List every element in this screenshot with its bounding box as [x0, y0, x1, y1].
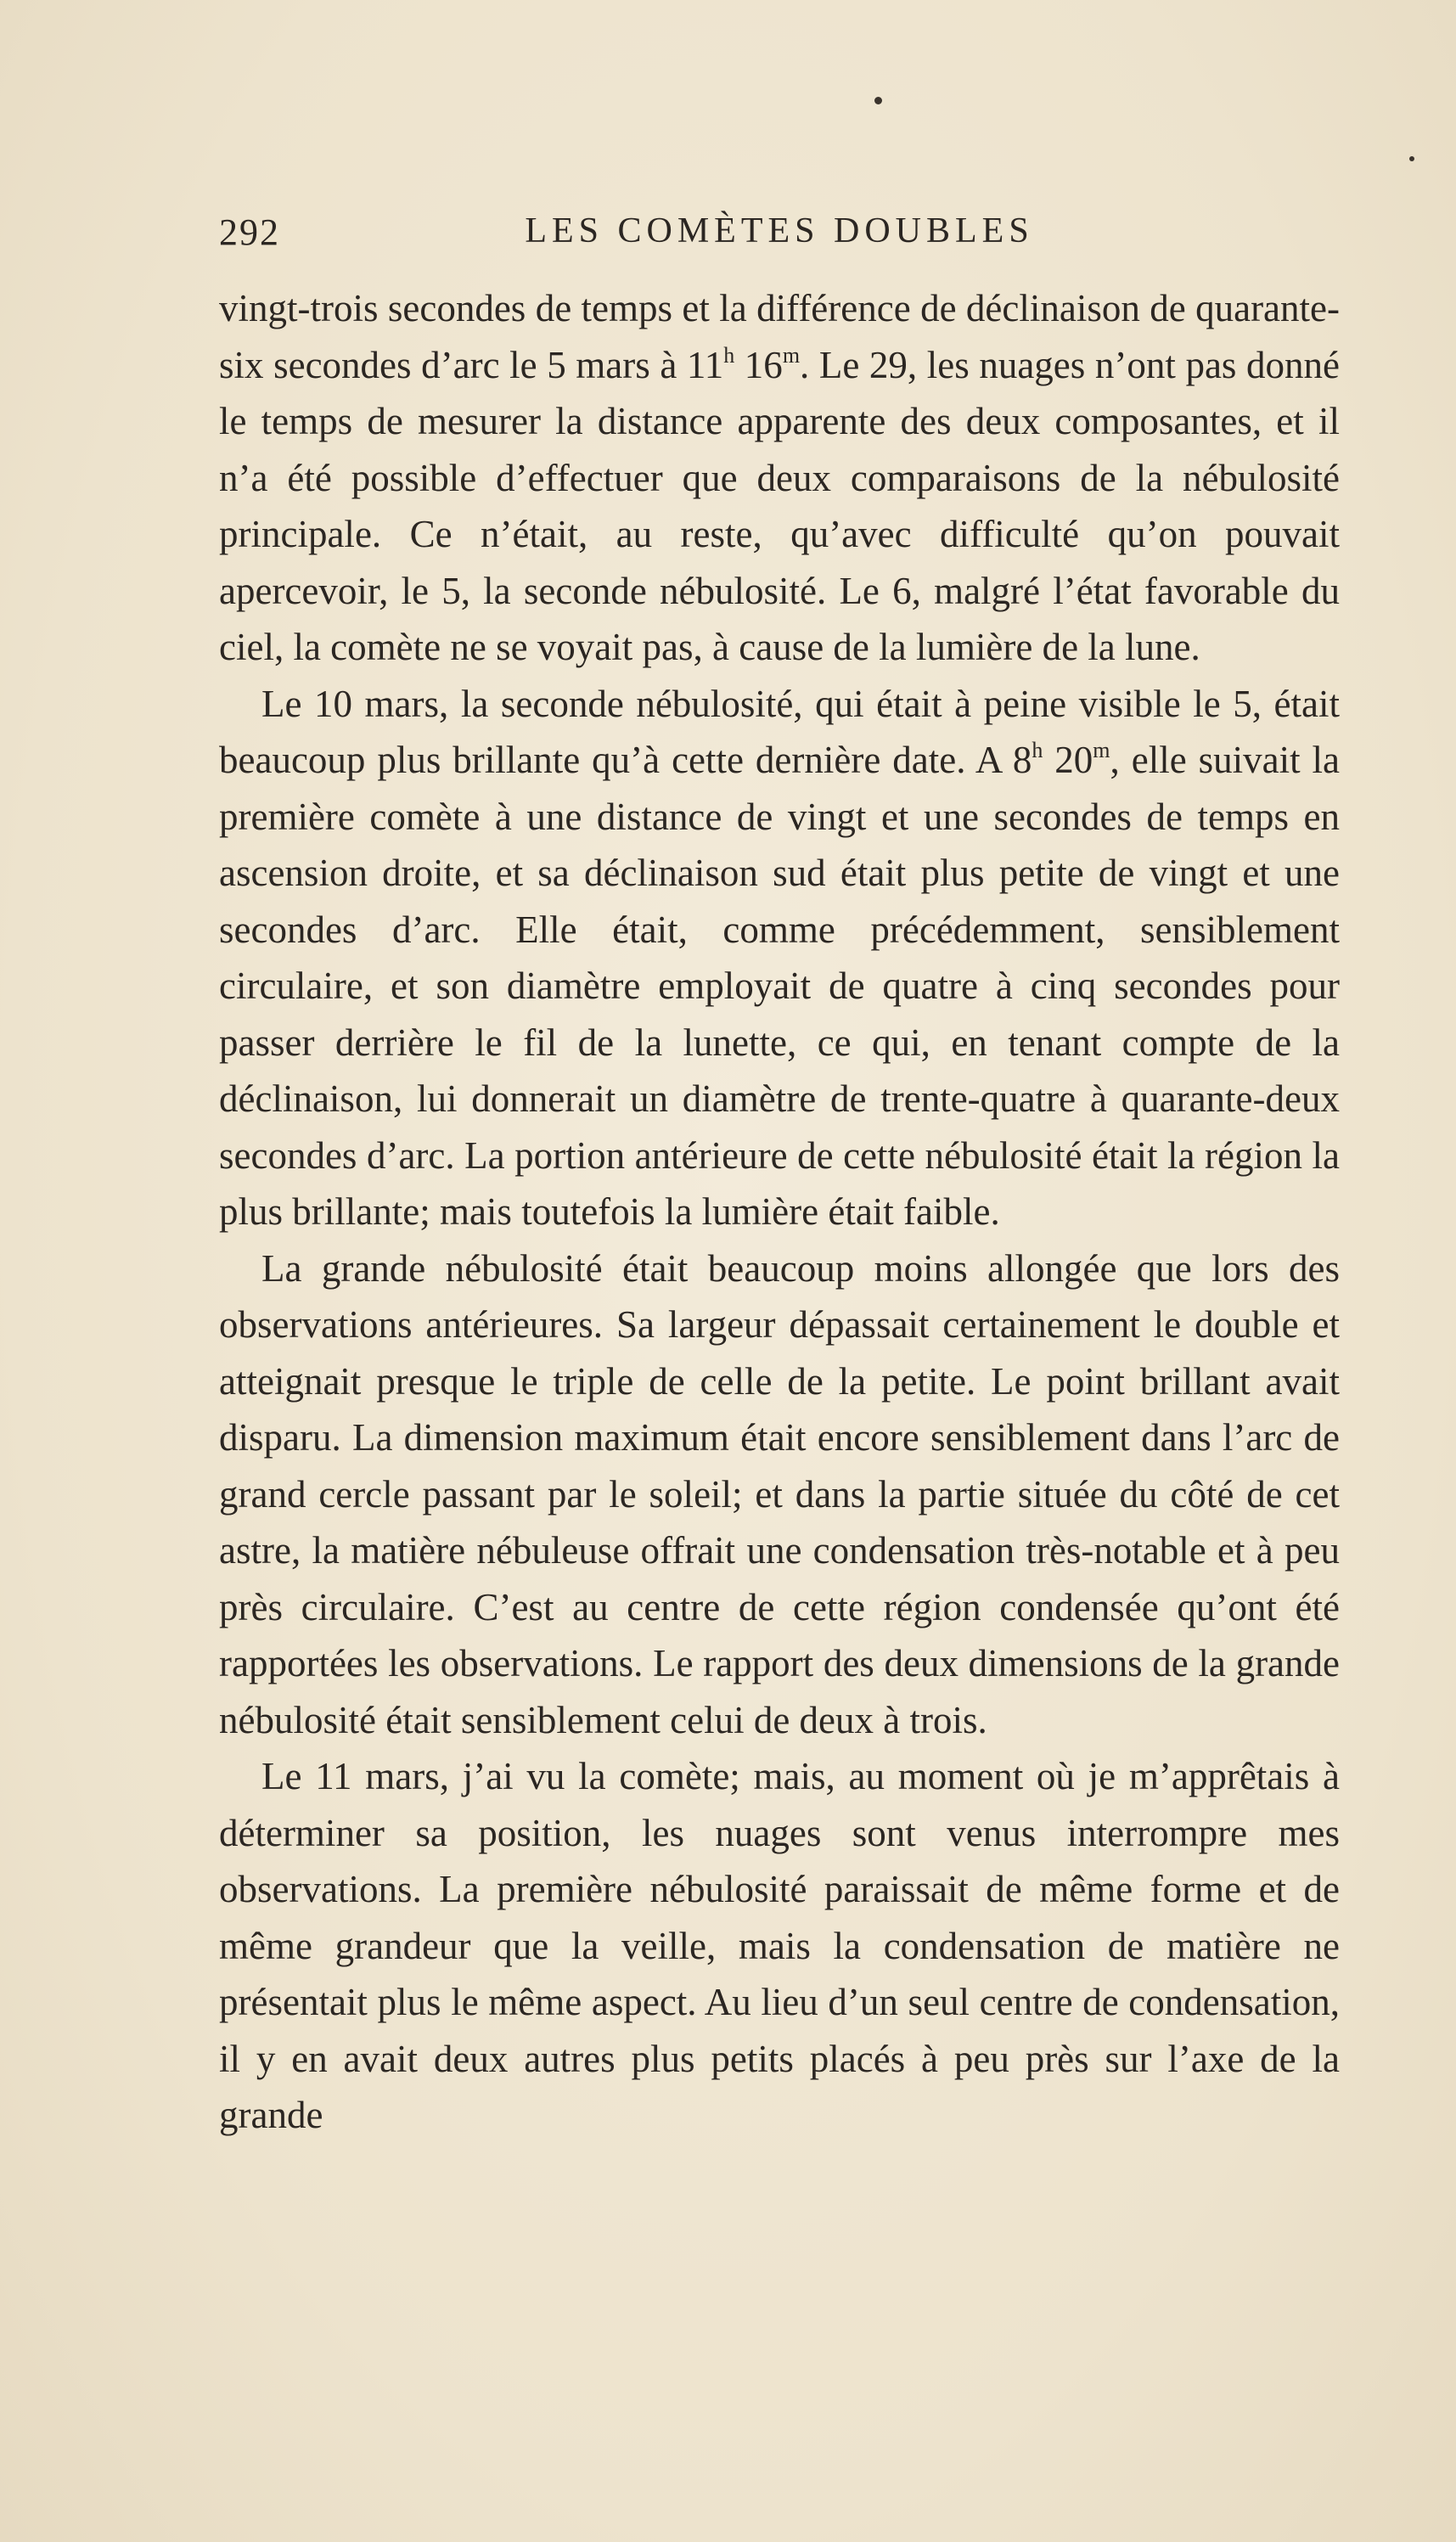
superscript-minute: m	[1093, 738, 1110, 762]
paragraph: Le 10 mars, la seconde nébulosité, qui était à peine visible le 5, était beaucoup plus brillante qu’à cette dernière date. A 8$^h$ 20$^m$, elle suivait la première comète à une distance de vingt et une secondes de temps en ascension droite, et sa déclinaison sud était plus petite de vingt et une secondes d’arc. Elle était, comme précédemment, sensiblement circulaire, et son diamètre employait de quatre à cinq secondes pour passer derrière le fil de la lunette, ce qui, en tenant compte de la déclinaison, lui donnerait un diamètre de trente-quatre à quarante-deux secondes d’arc. La portion antérieure de cette nébulosité était la région la plus brillante; mais toutefois la lumière était faible.	[219, 682, 1341, 1233]
paragraph: vingt-trois secondes de temps et la différence de déclinaison de quarante-six secondes d’arc le 5 mars à 11$^h$ 16$^m$. Le 29, les nuages n’ont pas donné le temps de mesurer la distance apparente des deux composantes, et il n’a été possible d’effectuer que deux comparaisons de la nébulosité principale. Ce n’était, au reste, qu’avec difficulté qu’on pouvait apercevoir, le 5, la seconde nébulosité. Le 6, malgré l’état favorable du ciel, la comète ne se voyait pas, à cause de la lumière de la lune.	[219, 287, 1340, 668]
superscript-minute: m	[782, 342, 801, 368]
paragraph: Le 11 mars, j’ai vu la comète; mais, au moment où je m’apprêtais à déterminer sa position, les nuages sont venus interrompre mes observations. La première nébulosité paraissait de même forme et de même grandeur que la veille, mais la condensation de matière ne présentait plus le même aspect. Au lieu d’un seul centre de condensation, il y en avait deux autres plus petits placés à peu près sur l’axe de la grande	[219, 1755, 1340, 2136]
body-text	[219, 280, 1340, 2144]
superscript-hour: h	[723, 342, 735, 368]
running-title: LES COMÈTES DOUBLES	[525, 211, 1034, 250]
paragraph: La grande nébulosité était beaucoup moins allongée que lors des observations antérieures. Sa largeur dépassait certainement le double et atteignait presque le triple de celle de la petite. Le point brillant avait disparu. La dimension maximum était encore sensiblement dans l’arc de grand cercle passant par le soleil; et dans la partie située du côté de cet astre, la matière nébuleuse offrait une condensation très-notable et à peu près circulaire. C’est au centre de cette région condensée qu’ont été rapportées les observations. Le rapport des deux dimensions de la grande nébulosité était sensiblement celui de deux à trois.	[219, 1246, 1340, 1741]
running-header	[219, 211, 1340, 262]
superscript-hour: h	[1032, 738, 1043, 762]
page-number: 292	[219, 211, 280, 253]
ink-speck	[1409, 156, 1414, 161]
ink-speck	[874, 97, 882, 104]
